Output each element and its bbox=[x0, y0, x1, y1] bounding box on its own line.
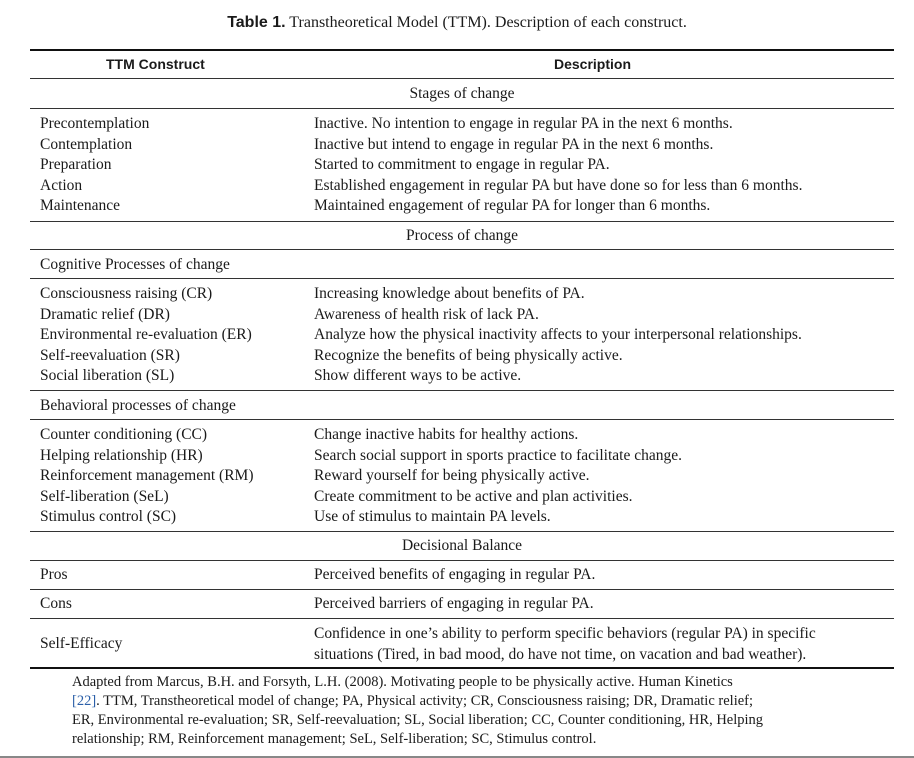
construct-contemplation: Contemplation bbox=[40, 135, 133, 153]
description-stimulus-control: Use of stimulus to maintain PA levels. bbox=[314, 508, 551, 525]
construct-maintenance: Maintenance bbox=[40, 197, 121, 214]
rule bbox=[30, 221, 894, 222]
construct-stimulus-control: Stimulus control (SC) bbox=[40, 508, 177, 525]
construct-environmental-reevaluation: Environmental re-evaluation (ER) bbox=[40, 326, 252, 343]
construct-reinforcement-management: Reinforcement management (RM) bbox=[40, 467, 254, 484]
rule bbox=[30, 618, 894, 619]
description-consciousness-raising: Increasing knowledge about benefits of PA. bbox=[314, 285, 585, 302]
construct-action: Action bbox=[40, 176, 83, 194]
footnote-line: ER, Environmental re-evaluation; SR, Self-reevaluation; SL, Social liberation; CC, Counter conditioning, HR, Helping bbox=[72, 712, 764, 728]
description-preparation: Started to commitment to engage in regular PA. bbox=[314, 156, 610, 173]
rule bbox=[30, 390, 894, 391]
table-footnote bbox=[72, 673, 892, 749]
section-process-of-change: Process of change bbox=[406, 227, 518, 244]
rule bbox=[30, 278, 894, 279]
footnote-line: relationship; RM, Reinforcement management; SeL, Self-liberation; SC, Stimulus control. bbox=[72, 731, 597, 747]
rule bbox=[30, 560, 894, 561]
description-maintenance: Maintained engagement of regular PA for longer than 6 months. bbox=[314, 197, 711, 214]
construct-social-liberation: Social liberation (SL) bbox=[40, 367, 175, 384]
construct-pros: Pros bbox=[40, 566, 68, 583]
construct-consciousness-raising: Consciousness raising (CR) bbox=[40, 285, 213, 302]
rule bbox=[30, 531, 894, 532]
construct-cons: Cons bbox=[40, 595, 72, 612]
table-caption bbox=[0, 14, 914, 32]
description-counter-conditioning: Change inactive habits for healthy actions. bbox=[314, 426, 579, 443]
footnote-line: Adapted from Marcus, B.H. and Forsyth, L.H. (2008). Motivating people to be physically active. Human Kinetics bbox=[72, 674, 733, 690]
description-self-efficacy-line1: Confidence in one’s ability to perform specific behaviors (regular PA) in specific bbox=[314, 625, 816, 642]
footnote-text: . TTM, Transtheoretical model of change; PA, Physical activity; CR, Consciousness raising; DR, Dramatic relief; bbox=[96, 693, 754, 709]
description-pros: Perceived benefits of engaging in regular PA. bbox=[314, 566, 596, 583]
description-dramatic-relief: Awareness of health risk of lack PA. bbox=[314, 305, 539, 323]
table-bottom-rule bbox=[30, 667, 894, 669]
section-stages-of-change: Stages of change bbox=[409, 85, 515, 102]
description-precontemplation: Inactive. No intention to engage in regular PA in the next 6 months. bbox=[314, 115, 733, 132]
header-ttm-construct: TTM Construct bbox=[106, 56, 205, 72]
rule bbox=[30, 419, 894, 420]
description-self-efficacy-line2: situations (Tired, in bad mood, do have not time, on vacation and bad weather). bbox=[314, 645, 807, 663]
construct-dramatic-relief: Dramatic relief (DR) bbox=[40, 305, 170, 323]
construct-self-reevaluation: Self-reevaluation (SR) bbox=[40, 346, 180, 364]
header-rule bbox=[30, 78, 894, 79]
rule bbox=[30, 249, 894, 250]
section-decisional-balance: Decisional Balance bbox=[401, 537, 523, 554]
rule bbox=[30, 108, 894, 109]
table-top-rule bbox=[30, 49, 894, 51]
rule bbox=[30, 589, 894, 590]
header-description: Description bbox=[554, 56, 632, 72]
description-reinforcement-management: Reward yourself for being physically active. bbox=[314, 467, 590, 484]
construct-helping-relationship: Helping relationship (HR) bbox=[40, 446, 203, 464]
description-cons: Perceived barriers of engaging in regular PA. bbox=[314, 595, 594, 612]
description-action: Established engagement in regular PA but have done so for less than 6 months. bbox=[314, 176, 803, 194]
table-title: Transtheoretical Model (TTM). Description of each construct. bbox=[289, 14, 687, 31]
description-self-reevaluation: Recognize the benefits of being physically active. bbox=[314, 346, 623, 364]
subsection-cognitive: Cognitive Processes of change bbox=[40, 256, 230, 273]
construct-self-efficacy: Self-Efficacy bbox=[40, 635, 123, 652]
construct-counter-conditioning: Counter conditioning (CC) bbox=[40, 426, 208, 443]
reference-link[interactable]: [22] bbox=[72, 693, 97, 709]
table-label: Table 1. bbox=[227, 14, 286, 31]
description-self-liberation: Create commitment to be active and plan activities. bbox=[314, 487, 633, 505]
construct-preparation: Preparation bbox=[40, 156, 112, 173]
description-helping-relationship: Search social support in sports practice to facilitate change. bbox=[314, 446, 682, 464]
construct-precontemplation: Precontemplation bbox=[40, 115, 150, 132]
description-social-liberation: Show different ways to be active. bbox=[314, 367, 522, 384]
construct-self-liberation: Self-liberation (SeL) bbox=[40, 487, 169, 505]
subsection-behavioral: Behavioral processes of change bbox=[40, 397, 236, 414]
description-environmental-reevaluation: Analyze how the physical inactivity affects to your interpersonal relationships. bbox=[314, 326, 802, 343]
footnote-line bbox=[72, 692, 892, 711]
description-contemplation: Inactive but intend to engage in regular PA in the next 6 months. bbox=[314, 135, 714, 153]
